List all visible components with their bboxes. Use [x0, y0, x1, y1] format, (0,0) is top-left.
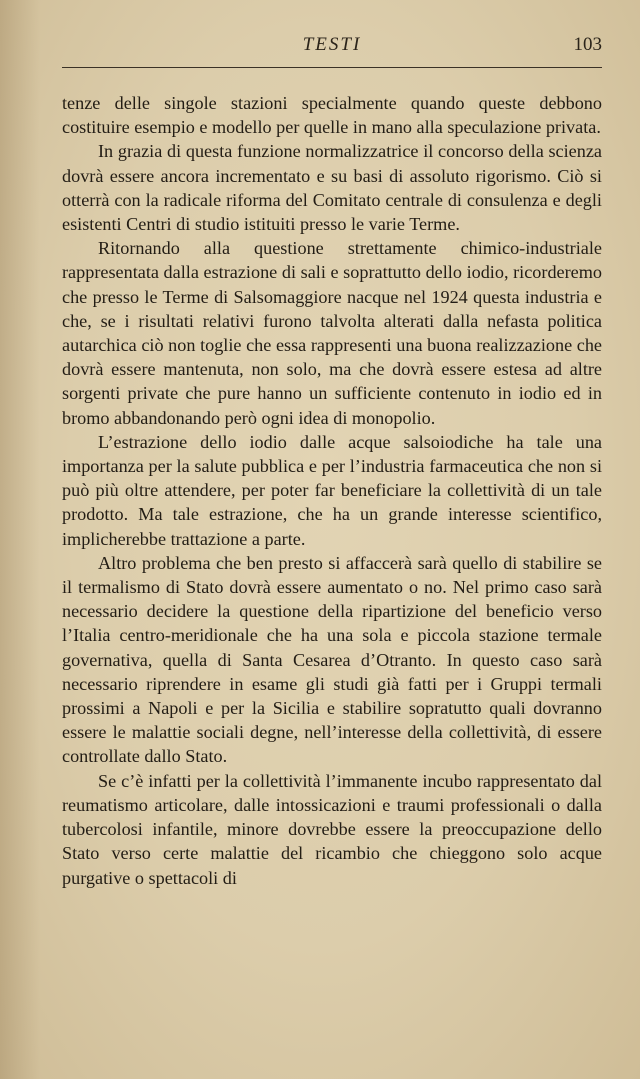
- running-title: TESTI: [302, 34, 362, 55]
- paragraph: Ritornando alla questione strettamente chimico-industriale rappresentata dalla estrazione di sali e soprattutto dello iodio, ricorderemo che presso le Terme di Salsomaggiore nacque nel 1924 questa industria e che, se i risultati relativi furono talvolta alterati dalla nefasta politica autarchica ciò non toglie che essa rappresenti una buona realizzazione che dovrà essere mantenuta, non solo, ma che dovrà essere estesa ad altre sorgenti private che pure hanno un sufficiente contenuto in iodio ed in bromo abbandonando però ogni idea di monopolio.: [62, 238, 602, 428]
- header-rule: [62, 67, 602, 68]
- running-header: [62, 34, 602, 58]
- page-number: 103: [573, 34, 602, 55]
- paragraph: Altro problema che ben presto si affaccerà sarà quello di stabilire se il termalismo di Stato dovrà essere aumentato o no. Nel primo caso sarà necessario decidere la questione della ripartizione del beneficio verso l’Italia centro-meridionale che ha una sola e piccola stazione termale governativa, quella di Santa Cesarea d’Otranto. In questo caso sarà necessario riprendere in esame gli studi già fatti per i Gruppi termali prossimi a Napoli e per la Sicilia e stabilire sopratutto quali dovranno essere le malattie sociali degne, nell’interesse della collettività, di essere controllate dallo Stato.: [62, 552, 602, 767]
- paragraph-continued: tenze delle singole stazioni specialmente quando queste debbono costituire esempio e modello per quelle in mano alla speculazione privata.: [62, 93, 602, 138]
- paragraph: Se c’è infatti per la collettività l’immanente incubo rappresentato dal reumatismo articolare, dalle intossicazioni e traumi professionali o dalla tubercolosi infantile, minore dovrebbe essere la preoccupazione dello Stato verso certe malattie del ricambio che chieggono solo acque purgative o spettacoli di: [62, 770, 602, 888]
- paragraph: In grazia di questa funzione normalizzatrice il concorso della scienza dovrà essere ancora incrementato e su basi di assoluto rigorismo. Ciò si otterrà con la radicale riforma del Comitato centrale di consulenza e degli esistenti Centri di studio istituiti presso le varie Terme.: [62, 141, 602, 235]
- body-text: [62, 91, 602, 890]
- paragraph: L’estrazione dello iodio dalle acque salsoiodiche ha tale una importanza per la salute pubblica e per l’industria farmaceutica che non si può più oltre attendere, per poter far beneficiare la collettività di un tale prodotto. Ma tale estrazione, che ha un grande interesse scientifico, implicherebbe trattazione a parte.: [62, 431, 602, 549]
